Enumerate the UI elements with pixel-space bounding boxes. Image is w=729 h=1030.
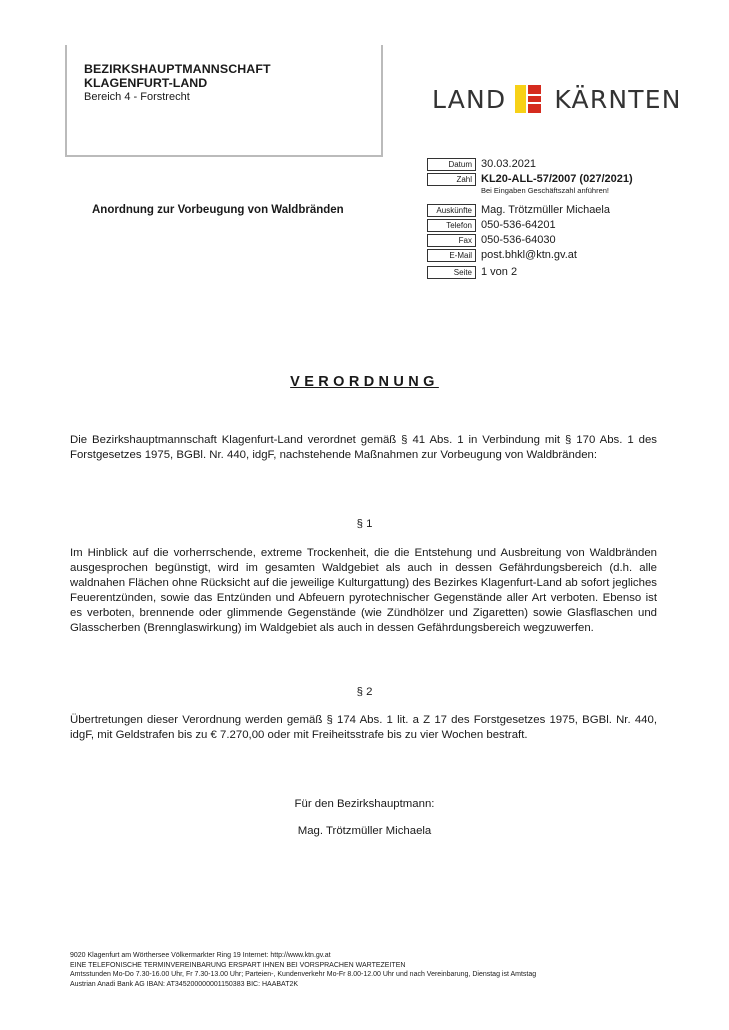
meta-label-datum: Datum	[427, 158, 476, 171]
logo-word-right: KÄRNTEN	[554, 84, 682, 114]
meta-value-seite: 1 von 2	[481, 266, 518, 278]
address-window-right-border	[381, 45, 383, 157]
meta-value-email: post.bhkl@ktn.gv.at	[481, 249, 577, 261]
sender-org-line2: KLAGENFURT-LAND	[84, 76, 208, 90]
sender-department: Bereich 4 - Forstrecht	[84, 91, 190, 103]
signature-name: Mag. Trötzmüller Michaela	[297, 825, 432, 837]
meta-label-email: E-Mail	[427, 249, 476, 262]
section-1-text: Im Hinblick auf die vorherrschende, extreme Trockenheit, die die Entstehung und Ausbreitung von Waldbränden ausgesprochen begünstigt, wird im gesamten Waldgebiet als auch in dessen Gefährdungsbereich (d.h. alle waldnahen Flächen ohne Rücksicht auf die jeweilige Kulturgattung) des Bezirkes Klagenfurt-Land ab sofort jegliches Feuerentzünden, sowie das Entzünden und Abfeuern pyrotechnischer Gegenstände aller Art verboten. Ebenso ist es verboten, brennende oder glimmende Gegenstände (wie Zündhölzer und Zigaretten) sowie Glasflaschen und Glasscherben (Brennglaswirkung) im Waldgebiet als auch in dessen Gefährdungsbereich wegzuwerfen.	[70, 547, 657, 634]
footer-hours: Amtsstunden Mo-Do 7.30-16.00 Uhr, Fr 7.30-13.00 Uhr; Parteien-, Kundenverkehr Mo-Fr 8.00-12.00 Uhr und nach Vereinbarung, Dienstag ist Amtstag	[70, 971, 537, 978]
document-title: VERORDNUNG	[290, 374, 439, 390]
land-kaernten-logo	[432, 84, 682, 114]
meta-label-auskuenfte: Auskünfte	[427, 204, 476, 217]
section-2-text: Übertretungen dieser Verordnung werden gemäß § 174 Abs. 1 lit. a Z 17 des Forstgesetzes 1975, BGBl. Nr. 440, idgF, mit Geldstrafen bis zu € 7.270,00 oder mit Freiheitsstrafe bis zu vier Wochen bestraft.	[70, 714, 657, 741]
footer-bank: Austrian Anadi Bank AG IBAN: AT345200000001150383 BIC: HAABAT2K	[70, 980, 299, 988]
subject-line: Anordnung zur Vorbeugung von Waldbränden	[92, 204, 344, 216]
section-1-heading: § 1	[356, 518, 373, 530]
sender-org-line1: BEZIRKSHAUPTMANNSCHAFT	[84, 62, 271, 76]
logo-word-left: LAND	[432, 84, 507, 114]
meta-value-datum: 30.03.2021	[481, 158, 537, 170]
meta-value-fax: 050-536-64030	[481, 234, 556, 246]
meta-label-fax: Fax	[427, 234, 476, 247]
logo-mark-icon	[515, 85, 545, 113]
footer-notice: EINE TELEFONISCHE TERMINVEREINBARUNG ERSPART IHNEN BEI VORSPRACHEN WARTEZEITEN	[70, 961, 406, 969]
meta-value-zahl: KL20-ALL-57/2007 (027/2021)	[481, 173, 633, 185]
meta-label-telefon: Telefon	[427, 219, 476, 232]
section-2-heading: § 2	[356, 686, 373, 698]
address-window-left-border	[65, 45, 67, 157]
meta-note: Bei Eingaben Geschäftszahl anführen!	[481, 186, 610, 195]
signature-line: Für den Bezirkshauptmann:	[294, 798, 435, 810]
intro-paragraph: Die Bezirkshauptmannschaft Klagenfurt-Land verordnet gemäß § 41 Abs. 1 in Verbindung mit § 170 Abs. 1 des Forstgesetzes 1975, BGBl. Nr. 440, idgF, nachstehende Maßnahmen zur Vorbeugung von Waldbränden:	[70, 434, 657, 461]
meta-label-seite: Seite	[427, 266, 476, 279]
address-window-bottom-border	[65, 155, 383, 157]
meta-label-zahl: Zahl	[427, 173, 476, 186]
meta-value-telefon: 050-536-64201	[481, 219, 556, 231]
footer-address: 9020 Klagenfurt am Wörthersee Völkermarkter Ring 19 Internet: http://www.ktn.gv.at	[70, 952, 331, 959]
meta-value-auskuenfte: Mag. Trötzmüller Michaela	[481, 204, 610, 216]
